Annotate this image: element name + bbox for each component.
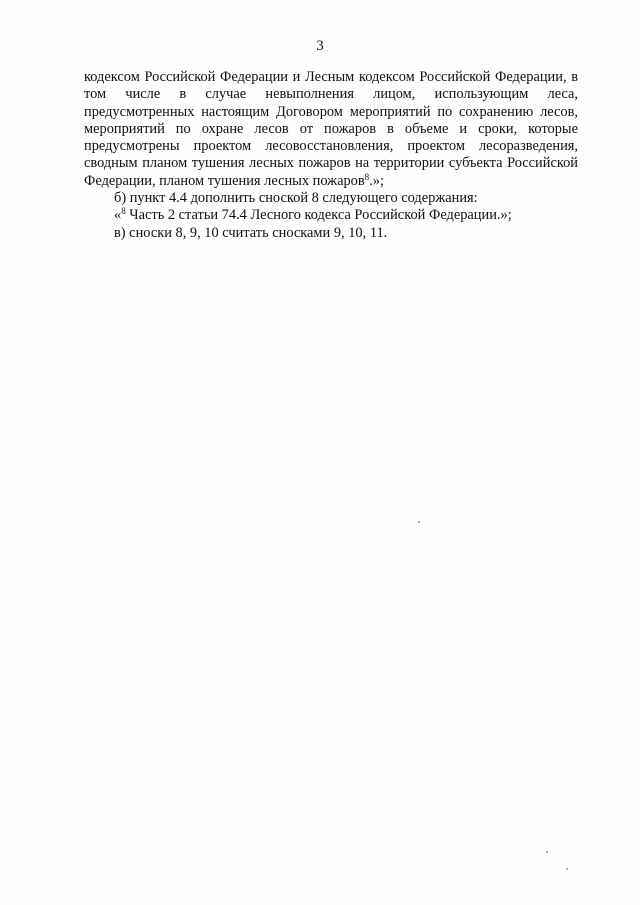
paragraph-footnote-text: [84, 207, 578, 224]
scan-speck: [566, 868, 568, 870]
paragraph-item-b: б) пункт 4.4 дополнить сноской 8 следующего содержания:: [114, 190, 478, 207]
footnote-content: Часть 2 статьи 74.4 Лесного кодекса Российской Федерации.»;: [125, 207, 512, 224]
footnote-marker: 8: [364, 171, 370, 182]
document-body: [84, 69, 578, 242]
scan-speck: [546, 851, 548, 853]
paragraph-text: кодексом Российской Федерации и Лесным кодексом Российской Федерации, в том числе в случае невыполнения лицом, использующим леса, предусмотренных настоящим Договором мероприятий по сохранению лесов, мероприятий по охране лесов от пожаров в объеме и сроки, которые предусмотрены проектом лесовосстановления, проектом лесоразведения, сводным планом тушения лесных пожаров на территории субъекта Российской Федерации, планом тушения лесных пожаров: [84, 69, 578, 189]
footnote-marker: 8: [121, 206, 126, 217]
scan-speck: [418, 521, 420, 523]
open-quote: «: [114, 207, 122, 224]
paragraph-item-v: в) сноски 8, 9, 10 считать сносками 9, 10, 11.: [114, 224, 388, 241]
paragraph-tail: .»;: [369, 172, 384, 189]
paragraph-continuation: [84, 69, 578, 190]
page-number: 3: [316, 38, 324, 54]
